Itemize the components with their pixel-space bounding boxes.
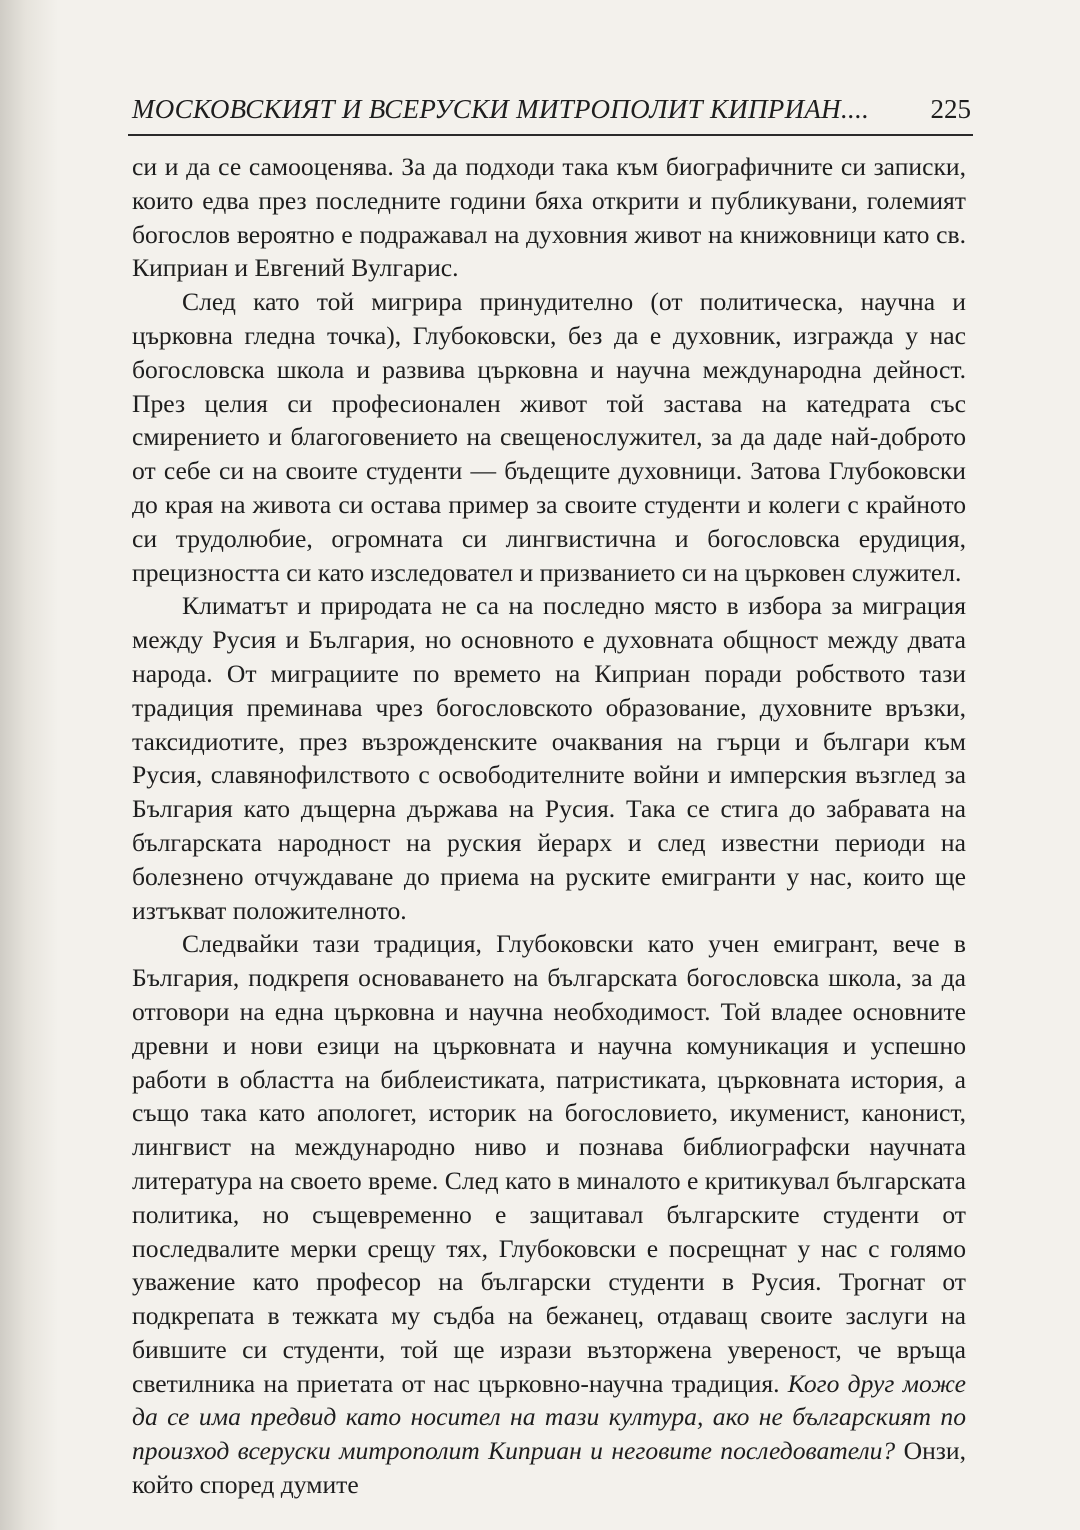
header-rule bbox=[128, 134, 973, 136]
running-header bbox=[128, 88, 973, 132]
paragraph-4 bbox=[132, 927, 966, 1502]
page-number: 225 bbox=[930, 94, 971, 124]
page-gutter-shadow bbox=[0, 0, 58, 1530]
running-title: МОСКОВСКИЯТ И ВСЕРУСКИ МИТРОПОЛИТ КИПРИАН.... bbox=[132, 94, 870, 124]
paragraph-4-quote: Кого друг може да се има предвид като носител на тази култура, ако не българският по произход всеруски митрополит Киприан и неговите последователи? bbox=[132, 1368, 966, 1466]
paragraph-3: Климатът и природата не са на последно място в избора за миграция между Русия и България, но основното е духовната общност между двата народа. От миграциите по времето на Киприан поради робството тази традиция преминава чрез богословското образование, духовните връзки, таксидиотите, през възрожденските очаквания на гърци и българи към Русия, славянофилството с освободителните войни и имперския възглед за България като дъщерна държава на Русия. Така се стига до забравата на българската народност на руския йерарх и след известни периоди на болезнено отчуждаване до приема на руските емигранти у нас, които ще изтъкват положителното. bbox=[132, 591, 966, 925]
paragraph-4-continuation: Онзи, който според думите bbox=[132, 1436, 966, 1500]
paragraph-2: След като той мигрира принудително (от политическа, научна и църковна гледна точка), Глубоковски, без да е духовник, изгражда у нас богословска школа и развива църковна и научна международна дейност. През целия си професионален живот той застава на катедрата със смирението и благоговението на свещенослужител, за да даде най-доброто от себе си на своите студенти — бъдещите духовници. Затова Глубоковски до края на живота си остава пример за своите студенти и колеги с крайното си трудолюбие, огромната си лингвистична и богословска ерудиция, прецизността си като изследовател и призванието си на църковен служител. bbox=[132, 287, 966, 587]
paragraph-1: си и да се самооценява. За да подходи така към биографичните си записки, които едва през последните години бяха открити и публикувани, големият богослов вероятно е подражавал на духовния живот на книжовници като св. Киприан и Евгений Вулгарис. bbox=[132, 152, 966, 283]
paragraph-4-text: Следвайки тази традиция, Глубоковски като учен емигрант, вече в България, подкрепя основаването на българската богословска школа, за да отговори на една църковна и научна необходимост. Той владее основните древни и нови езици на църковната и научна комуникация и успешно работи в областта на библеистиката, патристиката, църковната история, а също така като апологет, историк на богословието, икуменист, канонист, лингвист на международно ниво и познава библиографски научната литература на своето време. След като в миналото е критикувал българската политика, но същевременно е защитавал българските студенти от последвалите мерки срещу тях, Глубоковски е посрещнат у нас с голямо уважение като професор на български студенти в Русия. Трогнат от подкрепата в тежката му съдба на бежанец, отдаващ своите заслуги на бившите си студенти, той ще изрази възторжена увереност, че връща светилника на приетата от нас църковно-научна традиция. bbox=[132, 929, 966, 1398]
body-text bbox=[132, 150, 966, 1502]
